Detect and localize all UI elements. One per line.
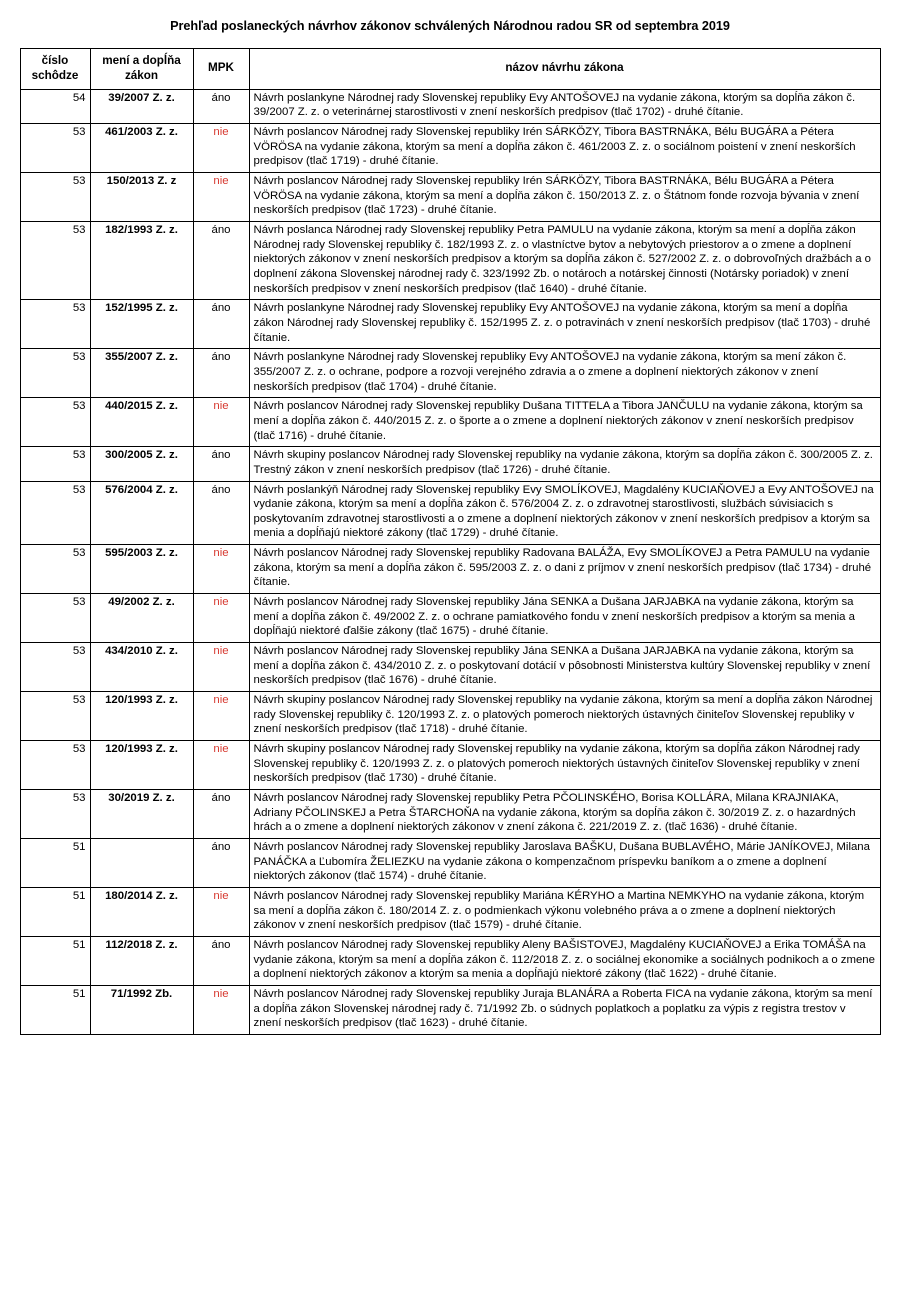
column-header-mpk: MPK [193, 49, 249, 90]
table-row [20, 398, 880, 447]
cell-proposal-name: Návrh poslancov Národnej rady Slovenskej republiky Mariána KÉRYHO a Martina NEMKYHO na vydanie zákona, ktorým sa mení a dopĺňa zákon č. 180/2014 Z. z. o podmienkach výkonu volebného práva a o zmene a doplnení niektorých zákonov v znení neskorších predpisov (tlač 1579) - druhé čítanie. [249, 887, 880, 936]
table-row [20, 789, 880, 838]
table-body [20, 89, 880, 1034]
cell-session-number: 53 [20, 692, 90, 741]
cell-proposal-name: Návrh skupiny poslancov Národnej rady Slovenskej republiky na vydanie zákona, ktorým sa mení a dopĺňa zákon Národnej rady Slovenskej republiky č. 120/1993 Z. z. o platových pomeroch niektorých ústavných činiteľov Slovenskej republiky v znení neskorších predpisov (tlač 1718) - druhé čítanie. [249, 692, 880, 741]
cell-amended-law: 576/2004 Z. z. [90, 481, 193, 545]
cell-session-number: 53 [20, 594, 90, 643]
cell-proposal-name: Návrh poslankýň Národnej rady Slovenskej republiky Evy SMOLÍKOVEJ, Magdalény KUCIAŇOVEJ a Evy ANTOŠOVEJ na vydanie zákona, ktorým sa mení a dopĺňa zákon č. 576/2004 Z. z. o zdravotnej starostlivosti, službách súvisiacich s poskytovaním zdravotnej starostlivosti a o zmene a doplnení niektorých zákonov v znení neskorších predpisov a ktorým sa menia a dopĺňajú niektoré zákony (tlač 1729) - druhé čítanie. [249, 481, 880, 545]
cell-session-number: 53 [20, 124, 90, 173]
cell-session-number: 53 [20, 222, 90, 300]
cell-amended-law: 180/2014 Z. z. [90, 887, 193, 936]
table-row [20, 89, 880, 123]
cell-mpk-status: nie [193, 985, 249, 1034]
laws-table [20, 48, 881, 1035]
cell-proposal-name: Návrh skupiny poslancov Národnej rady Slovenskej republiky na vydanie zákona, ktorým sa dopĺňa zákon č. 300/2005 Z. z. Trestný zákon v znení neskorších predpisov (tlač 1726) - druhé čítanie. [249, 447, 880, 481]
cell-amended-law: 120/1993 Z. z. [90, 692, 193, 741]
cell-session-number: 54 [20, 89, 90, 123]
cell-amended-law: 39/2007 Z. z. [90, 89, 193, 123]
table-row [20, 936, 880, 985]
table-row [20, 985, 880, 1034]
cell-session-number: 53 [20, 789, 90, 838]
cell-session-number: 53 [20, 173, 90, 222]
page-title: Prehľad poslaneckých návrhov zákonov schválených Národnou radou SR od septembra 2019 [170, 19, 730, 33]
cell-session-number: 53 [20, 481, 90, 545]
cell-proposal-name: Návrh poslancov Národnej rady Slovenskej republiky Jaroslava BAŠKU, Dušana BUBLAVÉHO, Márie JANÍKOVEJ, Milana PANÁČKA a Ľubomíra ŽELIEZKU na vydanie zákona o kompenzačnom príspevku baníkom a o zmene a doplnení niektorých zákonov (tlač 1574) - druhé čítanie. [249, 838, 880, 887]
cell-proposal-name: Návrh poslancov Národnej rady Slovenskej republiky Jána SENKA a Dušana JARJABKA na vydanie zákona, ktorým sa mení a dopĺňa zákon č. 49/2002 Z. z. o ochrane pamiatkového fondu v znení neskorších predpisov a ktorým sa menia a dopĺňajú niektoré ďalšie zákony (tlač 1675) - druhé čítanie. [249, 594, 880, 643]
cell-amended-law: 595/2003 Z. z. [90, 545, 193, 594]
cell-mpk-status: áno [193, 481, 249, 545]
cell-mpk-status: nie [193, 545, 249, 594]
table-row [20, 594, 880, 643]
cell-amended-law: 300/2005 Z. z. [90, 447, 193, 481]
cell-proposal-name: Návrh poslancov Národnej rady Slovenskej republiky Aleny BAŠISTOVEJ, Magdalény KUCIAŇOVEJ a Erika TOMÁŠA na vydanie zákona, ktorým sa mení a dopĺňa zákon č. 112/2018 Z. z. o sociálnej ekonomike a sociálnych podnikoch a o zmene a doplnení niektorých zákonov a ktorým sa menia a dopĺňajú niektoré zákony (tlač 1622) - druhé čítanie. [249, 936, 880, 985]
table-row [20, 741, 880, 790]
cell-amended-law: 120/1993 Z. z. [90, 741, 193, 790]
cell-mpk-status: nie [193, 594, 249, 643]
cell-proposal-name: Návrh poslancov Národnej rady Slovenskej republiky Irén SÁRKÖZY, Tibora BASTRNÁKA, Bélu BUGÁRA a Pétera VÖRÖSA na vydanie zákona, ktorým sa mení a dopĺňa zákon č. 150/2013 Z. z. o Štátnom fonde rozvoja bývania v znení neskorších predpisov (tlač 1723) - druhé čítanie. [249, 173, 880, 222]
cell-session-number: 53 [20, 545, 90, 594]
cell-mpk-status: áno [193, 789, 249, 838]
cell-session-number: 53 [20, 741, 90, 790]
cell-mpk-status: nie [193, 692, 249, 741]
cell-mpk-status: nie [193, 643, 249, 692]
cell-session-number: 53 [20, 300, 90, 349]
cell-session-number: 53 [20, 349, 90, 398]
cell-amended-law [90, 838, 193, 887]
cell-proposal-name: Návrh poslankyne Národnej rady Slovenskej republiky Evy ANTOŠOVEJ na vydanie zákona, ktorým sa mení a dopĺňa zákon Národnej rady Slovenskej republiky č. 152/1995 Z. z. o potravinách v znení neskorších predpisov (tlač 1703) - druhé čítanie. [249, 300, 880, 349]
cell-mpk-status: áno [193, 936, 249, 985]
cell-mpk-status: áno [193, 89, 249, 123]
cell-session-number: 51 [20, 936, 90, 985]
cell-proposal-name: Návrh poslancov Národnej rady Slovenskej republiky Irén SÁRKÖZY, Tibora BASTRNÁKA, Bélu BUGÁRA a Pétera VÖRÖSA na vydanie zákona, ktorým sa mení a dopĺňa zákon č. 461/2003 Z. z. o sociálnom poistení v znení neskorších predpisov (tlač 1719) - druhé čítanie. [249, 124, 880, 173]
cell-session-number: 51 [20, 838, 90, 887]
cell-proposal-name: Návrh poslancov Národnej rady Slovenskej republiky Radovana BALÁŽA, Evy SMOLÍKOVEJ a Petra PAMULU na vydanie zákona, ktorým sa mení a dopĺňa zákon č. 595/2003 Z. z. o dani z príjmov v znení neskorších predpisov (tlač 1734) - druhé čítanie. [249, 545, 880, 594]
table-row [20, 447, 880, 481]
table-row [20, 643, 880, 692]
cell-proposal-name: Návrh poslankyne Národnej rady Slovenskej republiky Evy ANTOŠOVEJ na vydanie zákona, ktorým sa dopĺňa zákon č. 39/2007 Z. z. o veterinárnej starostlivosti v znení neskorších predpisov (tlač 1702) - druhé čítanie. [249, 89, 880, 123]
cell-proposal-name: Návrh skupiny poslancov Národnej rady Slovenskej republiky na vydanie zákona, ktorým sa dopĺňa zákon Národnej rady Slovenskej republiky č. 120/1993 Z. z. o platových pomeroch niektorých ústavných činiteľov Slovenskej republiky v znení neskorších predpisov (tlač 1730) - druhé čítanie. [249, 741, 880, 790]
table-header [20, 49, 880, 90]
cell-mpk-status: nie [193, 398, 249, 447]
table-row [20, 545, 880, 594]
table-row [20, 838, 880, 887]
table-row [20, 300, 880, 349]
cell-amended-law: 71/1992 Zb. [90, 985, 193, 1034]
cell-amended-law: 49/2002 Z. z. [90, 594, 193, 643]
column-header-proposal-name: názov návrhu zákona [249, 49, 880, 90]
cell-mpk-status: nie [193, 173, 249, 222]
table-row [20, 481, 880, 545]
column-header-session: číslo schôdze [20, 49, 90, 90]
table-row [20, 692, 880, 741]
cell-amended-law: 434/2010 Z. z. [90, 643, 193, 692]
table-header-row [20, 49, 880, 90]
table-row [20, 124, 880, 173]
cell-amended-law: 182/1993 Z. z. [90, 222, 193, 300]
cell-mpk-status: nie [193, 124, 249, 173]
cell-mpk-status: áno [193, 838, 249, 887]
cell-amended-law: 461/2003 Z. z. [90, 124, 193, 173]
cell-mpk-status: áno [193, 349, 249, 398]
cell-amended-law: 152/1995 Z. z. [90, 300, 193, 349]
cell-session-number: 53 [20, 447, 90, 481]
cell-proposal-name: Návrh poslancov Národnej rady Slovenskej republiky Jána SENKA a Dušana JARJABKA na vydanie zákona, ktorým sa mení a dopĺňa zákon č. 434/2010 Z. z. o poskytovaní dotácií v pôsobnosti Ministerstva kultúry Slovenskej republiky v znení neskorších predpisov (tlač 1676) - druhé čítanie. [249, 643, 880, 692]
cell-session-number: 51 [20, 985, 90, 1034]
cell-session-number: 53 [20, 643, 90, 692]
cell-proposal-name: Návrh poslanca Národnej rady Slovenskej republiky Petra PAMULU na vydanie zákona, ktorým sa mení a dopĺňa zákon Národnej rady Slovenskej republiky č. 182/1993 Z. z. o vlastníctve bytov a nebytových priestorov a o zmene a doplnení niektorých zákonov v znení neskorších predpisov a ktorým sa dopĺňa zákon č. 527/2002 Z. z. o dobrovoľných dražbách a o doplnení zákona Slovenskej národnej rady č. 323/1992 Zb. o notároch a notárskej činnosti (Notársky poriadok) v znení neskorších predpisov v znení neskorších predpisov (tlač 1640) - druhé čítanie. [249, 222, 880, 300]
cell-mpk-status: nie [193, 887, 249, 936]
cell-proposal-name: Návrh poslancov Národnej rady Slovenskej republiky Petra PČOLINSKÉHO, Borisa KOLLÁRA, Milana KRAJNIAKA, Adriany PČOLINSKEJ a Petra ŠTARCHOŇA na vydanie zákona, ktorým sa dopĺňa zákon č. 30/2019 Z. z. o hazardných hrách a o zmene a doplnení niektorých zákonov v znení zákona č. 221/2019 Z. z. (tlač 1636) - druhé čítanie. [249, 789, 880, 838]
cell-session-number: 51 [20, 887, 90, 936]
cell-proposal-name: Návrh poslancov Národnej rady Slovenskej republiky Juraja BLANÁRA a Roberta FICA na vydanie zákona, ktorým sa mení a dopĺňa zákon Slovenskej národnej rady č. 71/1992 Zb. o súdnych poplatkoch a poplatku za výpis z registra trestov v znení neskorších predpisov (tlač 1623) - druhé čítanie. [249, 985, 880, 1034]
column-header-law: mení a dopĺňa zákon [90, 49, 193, 90]
cell-proposal-name: Návrh poslancov Národnej rady Slovenskej republiky Dušana TITTELA a Tibora JANČULU na vydanie zákona, ktorým sa mení a dopĺňa zákon č. 440/2015 Z. z. o športe a o zmene a doplnení niektorých zákonov v znení neskorších predpisov (tlač 1716) - druhé čítanie. [249, 398, 880, 447]
table-row [20, 349, 880, 398]
cell-session-number: 53 [20, 398, 90, 447]
cell-mpk-status: áno [193, 300, 249, 349]
cell-amended-law: 440/2015 Z. z. [90, 398, 193, 447]
table-row [20, 222, 880, 300]
cell-amended-law: 355/2007 Z. z. [90, 349, 193, 398]
table-row [20, 173, 880, 222]
table-row [20, 887, 880, 936]
cell-mpk-status: áno [193, 222, 249, 300]
cell-amended-law: 30/2019 Z. z. [90, 789, 193, 838]
cell-mpk-status: nie [193, 741, 249, 790]
cell-amended-law: 112/2018 Z. z. [90, 936, 193, 985]
cell-proposal-name: Návrh poslankyne Národnej rady Slovenskej republiky Evy ANTOŠOVEJ na vydanie zákona, ktorým sa mení zákon č. 355/2007 Z. z. o ochrane, podpore a rozvoji verejného zdravia a o zmene a doplnení niektorých zákonov v znení neskorších predpisov (tlač 1704) - druhé čítanie. [249, 349, 880, 398]
cell-mpk-status: áno [193, 447, 249, 481]
cell-amended-law: 150/2013 Z. z [90, 173, 193, 222]
